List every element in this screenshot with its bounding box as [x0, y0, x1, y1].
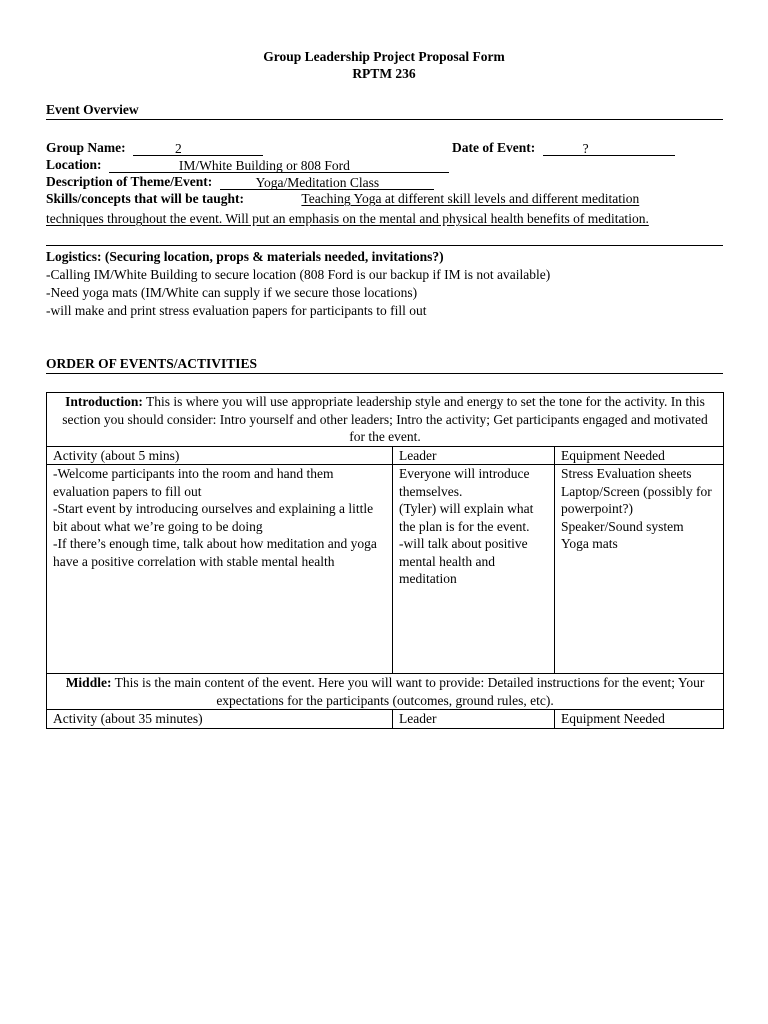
skills-label: Skills/concepts that will be taught: — [46, 191, 245, 206]
middle-equipment-header: Equipment Needed — [555, 710, 724, 729]
course-code: RPTM 236 — [352, 66, 416, 81]
date-row — [452, 139, 675, 156]
intro-header-row — [47, 446, 724, 465]
activity-line: -Start event by introducing ourselves and explaining a little bit about what we’re going to be doing — [53, 501, 374, 534]
intro-equipment-header: Equipment Needed — [555, 446, 724, 465]
order-divider — [46, 373, 723, 374]
location-row — [46, 156, 449, 173]
date-label: Date of Event: — [452, 140, 536, 155]
intro-text: This is where you will use appropriate leadership style and energy to set the tone for the activity. In this section you should consider: Intro yourself and other leaders; Intro the activity; Get participants engaged and motivated for the event. — [62, 394, 708, 444]
intro-activity-header: Activity (about 5 mins) — [47, 446, 393, 465]
intro-section-row — [47, 393, 724, 447]
intro-equipment-cell[interactable] — [555, 465, 724, 674]
skills-field-line2[interactable]: techniques throughout the event. Will put an emphasis on the mental and physical health benefits of meditation. — [46, 211, 649, 226]
event-overview-heading: Event Overview — [46, 102, 139, 117]
leader-line: -will talk about positive mental health and meditation — [399, 536, 528, 586]
logistics-line: -will make and print stress evaluation papers for participants to fill out — [46, 303, 427, 318]
skills-field-line1[interactable]: Teaching Yoga at different skill levels and different meditation — [301, 191, 640, 206]
middle-section-row — [47, 674, 724, 710]
intro-description — [47, 393, 724, 447]
middle-text: This is the main content of the event. Here you will want to provide: Detailed instructions for the event; Your expectations for the participants (outcomes, ground rules, etc). — [111, 675, 705, 708]
activity-line: -If there’s enough time, talk about how meditation and yoga have a positive correlation with stable mental health — [53, 536, 377, 569]
middle-header-row — [47, 710, 724, 729]
order-of-events-table — [46, 392, 724, 729]
form-title: Group Leadership Project Proposal Form — [263, 49, 505, 64]
equipment-line: Speaker/Sound system — [561, 518, 684, 534]
intro-label: Introduction: — [65, 394, 143, 409]
group-name-field[interactable]: 2 — [133, 141, 263, 156]
theme-field[interactable]: Yoga/Meditation Class — [220, 175, 434, 190]
intro-activity-cell[interactable] — [47, 465, 393, 674]
theme-row — [46, 173, 434, 190]
middle-label: Middle: — [65, 675, 112, 690]
group-name-label: Group Name: — [46, 140, 126, 155]
intro-leader-header: Leader — [393, 446, 555, 465]
equipment-line: Laptop/Screen (possibly for powerpoint?) — [561, 483, 712, 516]
date-field[interactable]: ? — [543, 141, 675, 156]
equipment-line: Yoga mats — [561, 536, 618, 551]
group-name-row — [46, 139, 263, 156]
logistics-line: -Need yoga mats (IM/White can supply if we secure those locations) — [46, 285, 418, 300]
location-field[interactable]: IM/White Building or 808 Ford — [109, 158, 449, 173]
middle-description — [47, 674, 724, 710]
overview-divider — [46, 119, 723, 120]
leader-line: (Tyler) will explain what the plan is for the event. — [399, 501, 534, 534]
intro-leader-cell[interactable] — [393, 465, 555, 674]
logistics-divider — [46, 245, 723, 246]
theme-label: Description of Theme/Event: — [46, 174, 213, 189]
middle-leader-header: Leader — [393, 710, 555, 729]
leader-line: Everyone will introduce themselves. — [399, 466, 530, 499]
middle-activity-header: Activity (about 35 minutes) — [47, 710, 393, 729]
logistics-line: -Calling IM/White Building to secure location (808 Ford is our backup if IM is not available) — [46, 267, 551, 282]
intro-content-row — [47, 465, 724, 674]
skills-row — [46, 190, 691, 207]
order-of-events-heading: ORDER OF EVENTS/ACTIVITIES — [46, 356, 258, 371]
activity-line: -Welcome participants into the room and hand them evaluation papers to fill out — [53, 466, 334, 499]
equipment-line: Stress Evaluation sheets — [561, 466, 692, 481]
logistics-label: Logistics: (Securing location, props & materials needed, invitations?) — [46, 249, 444, 264]
location-label: Location: — [46, 157, 102, 172]
